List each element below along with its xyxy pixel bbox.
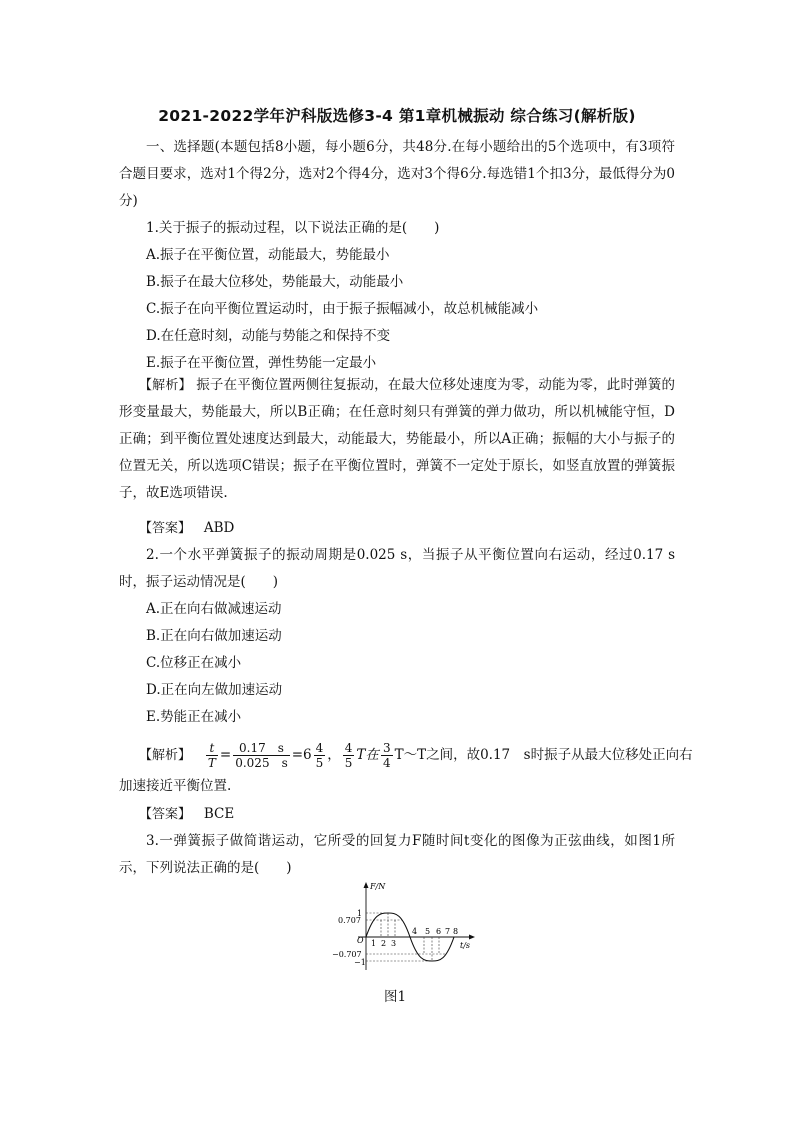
fraction-four-fifths: $\frac{4}{5}$: [315, 741, 324, 770]
q2-option-e: E.势能正在减小: [146, 709, 242, 725]
q1-analysis: [119, 372, 675, 507]
x-tick-label: 5: [425, 927, 431, 936]
fraction-t-over-T: $\frac{t}{T}$: [207, 741, 216, 770]
x-tick-label: 7: [445, 927, 451, 936]
q1-analysis-text: 振子在平衡位置两侧往复振动，在最大位移处速度为零，动能为零，此时弹簧的形变量最大，势能最大，所以B正确；在任意时刻只有弹簧的弹力做功，所以机械能守恒，D正确；到平衡位置处速度达到最大，动能最大，势能最小，所以A正确；振幅的大小与振子的位置无关，所以选项C错误；振子在平衡位置时，弹簧不一定处于原长，如竖直放置的弹簧振子，故E选项错误.: [119, 377, 675, 501]
q2-analysis-line2: 加速接近平衡位置.: [119, 778, 232, 794]
q2-option-a: A.正在向右做减速运动: [146, 601, 282, 617]
fraction-time-ratio: $\frac{0.17 s}{0.025 s}$: [235, 741, 288, 770]
q1-option-e: E.振子在平衡位置，弹性势能一定最小: [146, 355, 377, 371]
q2-stem: 2.一个水平弹簧振子的振动周期是0.025 s，当振子从平衡位置向右运动，经过0.17 s时，振子运动情况是( ): [119, 547, 675, 590]
analysis-tag: 【解析】: [139, 378, 192, 393]
q2-option-d: D.正在向左做加速运动: [146, 682, 283, 698]
x-tick-label: 2: [381, 939, 387, 948]
q1-answer: [139, 518, 234, 539]
page-title: 2021-2022学年沪科版选修3-4 第1章机械振动 综合练习(解析版): [158, 107, 636, 125]
q1-option-b: B.振子在最大位移处，势能最大，动能最小: [146, 274, 404, 290]
fraction-four-fifths-2: $\frac{4}{5}$: [344, 741, 353, 770]
q1-option-a: A.振子在平衡位置，动能最大，势能最小: [146, 247, 390, 263]
y-tick-label: 1: [357, 909, 363, 918]
answer-tag: 【答案】: [139, 521, 192, 536]
x-tick-label: 3: [391, 939, 397, 948]
y-tick-label: −1: [354, 958, 366, 967]
q1-option-c: C.振子在向平衡位置运动时，由于振子振幅减小，故总机械能减小: [146, 301, 539, 317]
x-axis-arrow: [469, 935, 475, 940]
y-tick-label: 0.707: [338, 916, 361, 925]
q2-answer-value: BCE: [203, 806, 235, 822]
q3-stem: 3.一弹簧振子做简谐运动，它所受的回复力F随时间t变化的图像为正弦曲线，如图1所示，下列说法正确的是( ): [119, 833, 675, 876]
origin-label: O: [357, 936, 364, 945]
x-tick-label: 8: [453, 927, 459, 936]
force-time-graph: [328, 880, 478, 975]
y-tick-label: −0.707: [332, 950, 362, 959]
fraction-three-quarters: $\frac{3}{4}$: [382, 741, 391, 770]
x-tick-label: 4: [412, 927, 418, 936]
answer-tag: 【答案】: [139, 807, 192, 822]
q2-option-c: C.位移正在减小: [146, 655, 242, 671]
section-intro: 一、选择题(本题包括8小题，每小题6分，共48分.在每小题给出的5个选项中，有3项符合题目要求，选对1个得2分，选对2个得4分，选对3个得6分.每选错1个扣3分，最低得分为0分): [119, 139, 675, 209]
q2-option-b: B.正在向右做加速运动: [146, 628, 282, 644]
x-axis-label: t/s: [460, 941, 471, 950]
q2-answer: [139, 804, 234, 825]
q2-analysis: 【解析】 $\frac{t}{T}$ = $\frac{0.17 s}{0.025 s}$ =6 $\frac{4}{5}$ ， $\frac{4}{5}$ T在 $\frac{3}{4}$ T～T之间，故0.17 s时振子从最大位移处正向右: [139, 741, 693, 770]
y-axis-label: F/N: [370, 882, 386, 891]
q1-answer-value: ABD: [203, 520, 235, 536]
x-tick-label: 6: [436, 927, 442, 936]
q1-option-d: D.在任意时刻，动能与势能之和保持不变: [146, 328, 391, 344]
q1-stem: 1.关于振子的振动过程，以下说法正确的是( ): [146, 220, 440, 236]
analysis-tag: 【解析】: [139, 748, 192, 763]
y-axis-arrow: [364, 882, 369, 888]
x-tick-label: 1: [371, 939, 377, 948]
figure-caption: 图1: [384, 989, 407, 1005]
